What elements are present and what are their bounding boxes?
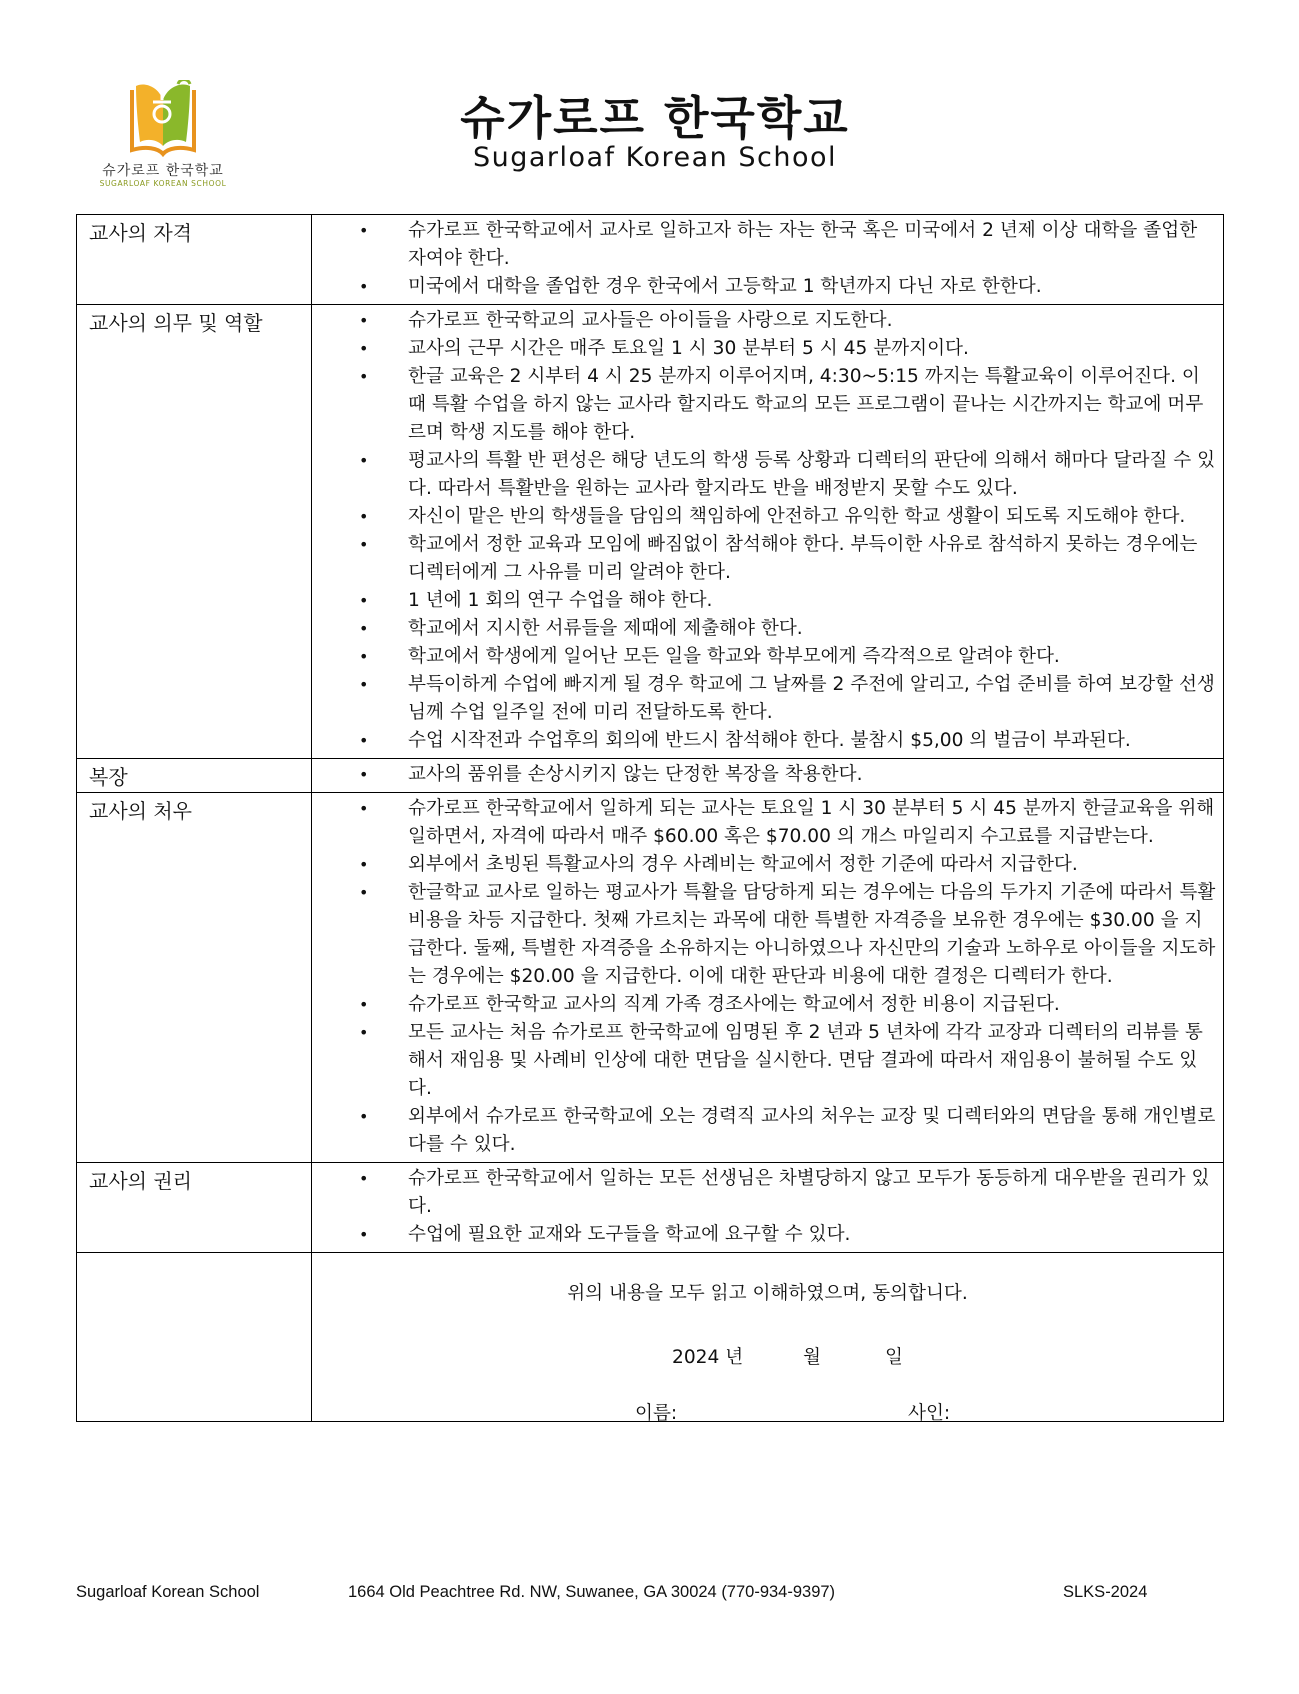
list-item: • 외부에서 슈가로프 한국학교에 오는 경력직 교사의 처우는 교장 및 디렉터와의 면담을 통해 개인별로 다를 수 있다. (312, 1103, 1217, 1159)
section-row-compensation (77, 793, 1224, 1163)
list-item: • 수업에 필요한 교재와 도구들을 학교에 요구할 수 있다. (312, 1221, 1217, 1249)
date-year: 2024 년 (672, 1347, 744, 1368)
agreement-blank-cell (77, 1253, 312, 1422)
signature-field-label[interactable]: 사인: (908, 1403, 951, 1424)
list-item: • 한글 교육은 2 시부터 4 시 25 분까지 이루어지며, 4:30~5:15 까지는 특활교육이 이루어진다. 이때 특활 수업을 하지 않는 교사라 할지라도 학교의 모든 프로그램이 끝나는 시간까지는 학교에 머무르며 학생 지도를 해야 한다. (312, 363, 1217, 447)
section-row-qualification (77, 215, 1224, 305)
section-category: 교사의 권리 (77, 1163, 312, 1253)
list-item: • 외부에서 초빙된 특활교사의 경우 사례비는 학교에서 정한 기준에 따라서 지급한다. (312, 851, 1217, 879)
section-category: 교사의 의무 및 역할 (77, 305, 312, 759)
section-category: 복장 (77, 759, 312, 793)
footer-address: 1664 Old Peachtree Rd. NW, Suwanee, GA 30024 (770-934-9397) (348, 1583, 836, 1601)
agreement-statement: 위의 내용을 모두 읽고 이해하였으며, 동의합니다. (567, 1283, 968, 1304)
list-item: • 교사의 근무 시간은 매주 토요일 1 시 30 분부터 5 시 45 분까지이다. (312, 335, 1217, 363)
list-item: • 학교에서 학생에게 일어난 모든 일을 학교와 학부모에게 즉각적으로 알려야 한다. (312, 643, 1217, 671)
list-item: • 수업 시작전과 수업후의 회의에 반드시 참석해야 한다. 불참시 $5,00 의 벌금이 부과된다. (312, 727, 1217, 755)
school-logo (88, 80, 238, 195)
list-item: • 자신이 맡은 반의 학생들을 담임의 책임하에 안전하고 유익한 학교 생활이 되도록 지도해야 한다. (312, 503, 1217, 531)
section-row-rights (77, 1163, 1224, 1253)
item-list (312, 1163, 1223, 1252)
list-item: • 1 년에 1 회의 연구 수업을 해야 한다. (312, 587, 1217, 615)
list-item: • 슈가로프 한국학교에서 교사로 일하고자 하는 자는 한국 혹은 미국에서 2 년제 이상 대학을 졸업한 자여야 한다. (312, 217, 1217, 273)
list-item: • 슈가로프 한국학교에서 일하는 모든 선생님은 차별당하지 않고 모두가 동등하게 대우받을 권리가 있다. (312, 1165, 1217, 1221)
list-item: • 한글학교 교사로 일하는 평교사가 특활을 담당하게 되는 경우에는 다음의 두가지 기준에 따라서 특활 비용을 차등 지급한다. 첫째 가르치는 과목에 대한 특별한 자격증을 보유한 경우에는 $30.00 을 지급한다. 둘째, 특별한 자격증을 소유하지는 아니하였으나 자신만의 기술과 노하우로 아이들을 지도하는 경우에는 $20.00 을 지급한다. 이에 대한 판단과 비용에 대한 결정은 디렉터가 한다. (312, 879, 1217, 991)
list-item: • 슈가로프 한국학교의 교사들은 아이들을 사랑으로 지도한다. (312, 307, 1217, 335)
section-content (312, 305, 1224, 759)
section-content (312, 215, 1224, 305)
item-list (312, 215, 1223, 304)
section-row-duties (77, 305, 1224, 759)
section-row-dress-code (77, 759, 1224, 793)
agreement-row (77, 1253, 1224, 1422)
list-item: • 학교에서 정한 교육과 모임에 빠짐없이 참석해야 한다. 부득이한 사유로 참석하지 못하는 경우에는 디렉터에게 그 사유를 미리 알려야 한다. (312, 531, 1217, 587)
section-content (312, 793, 1224, 1163)
list-item: • 교사의 품위를 손상시키지 않는 단정한 복장을 착용한다. (312, 761, 1217, 789)
list-item: • 평교사의 특활 반 편성은 해당 년도의 학생 등록 상황과 디렉터의 판단에 의해서 해마다 달라질 수 있다. 따라서 특활반을 원하는 교사라 할지라도 반을 배정받지 못할 수도 있다. (312, 447, 1217, 503)
logo-english-name: SUGARLOAF KOREAN SCHOOL (99, 179, 227, 188)
section-content (312, 759, 1224, 793)
footer-document-code: SLKS-2024 (1063, 1583, 1148, 1601)
list-item: • 슈가로프 한국학교 교사의 직계 가족 경조사에는 학교에서 정한 비용이 지급된다. (312, 991, 1217, 1019)
item-list (312, 759, 1223, 792)
agreement-cell (312, 1253, 1224, 1422)
date-day[interactable]: 일 (885, 1347, 903, 1368)
date-month[interactable]: 월 (803, 1347, 821, 1368)
logo-korean-name: 슈가로프 한국학교 (102, 163, 224, 179)
agreement-block (312, 1253, 1223, 1424)
section-content (312, 1163, 1224, 1253)
item-list (312, 305, 1223, 758)
footer-school-name: Sugarloaf Korean School (76, 1583, 260, 1601)
page-title-korean: 슈가로프 한국학교 (460, 91, 850, 145)
name-field-label[interactable]: 이름: (635, 1403, 678, 1424)
section-category: 교사의 처우 (77, 793, 312, 1163)
list-item: • 모든 교사는 처음 슈가로프 한국학교에 임명된 후 2 년과 5 년차에 각각 교장과 디렉터의 리뷰를 통해서 재임용 및 사례비 인상에 대한 면담을 실시한다. 면담 결과에 따라서 재임용이 불허될 수도 있다. (312, 1019, 1217, 1103)
item-list (312, 793, 1223, 1162)
policy-table (76, 214, 1224, 1422)
list-item: • 슈가로프 한국학교에서 일하게 되는 교사는 토요일 1 시 30 분부터 5 시 45 분까지 한글교육을 위해 일하면서, 자격에 따라서 매주 $60.00 혹은 $70.00 의 개스 마일리지 수고료를 지급받는다. (312, 795, 1217, 851)
section-category: 교사의 자격 (77, 215, 312, 305)
list-item: • 학교에서 지시한 서류들을 제때에 제출해야 한다. (312, 615, 1217, 643)
page-title-english: Sugarloaf Korean School (472, 142, 838, 173)
list-item: • 미국에서 대학을 졸업한 경우 한국에서 고등학교 1 학년까지 다닌 자로 한한다. (312, 273, 1217, 301)
list-item: • 부득이하게 수업에 빠지게 될 경우 학교에 그 날짜를 2 주전에 알리고, 수업 준비를 하여 보강할 선생님께 수업 일주일 전에 미리 전달하도록 한다. (312, 671, 1217, 727)
book-with-hangul-logo-icon (118, 80, 208, 158)
